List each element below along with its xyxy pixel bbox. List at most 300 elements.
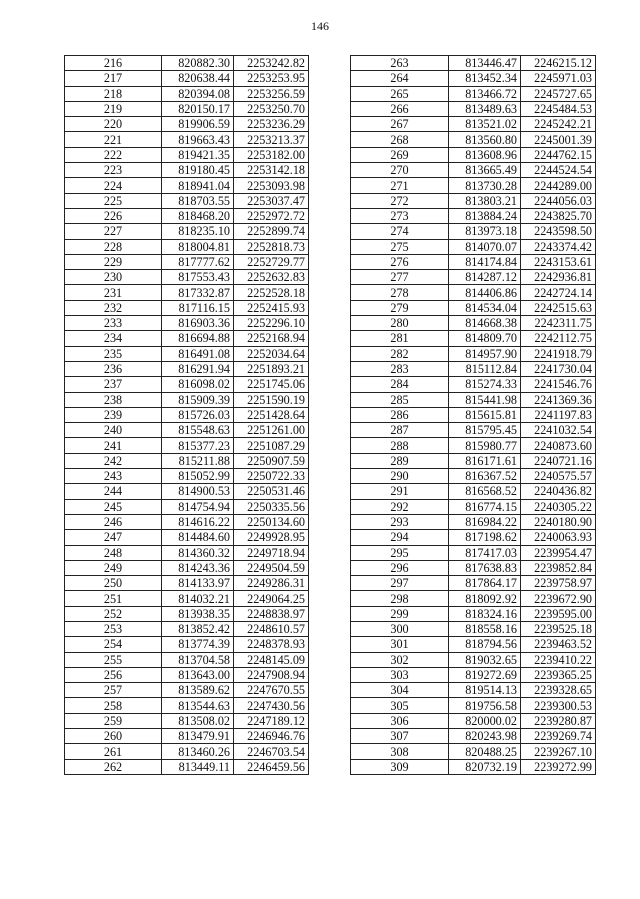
y-coordinate-cell: 2251893.21 (234, 361, 309, 376)
y-coordinate-cell: 2252415.93 (234, 300, 309, 315)
point-number-cell: 301 (351, 637, 449, 652)
y-coordinate-cell: 2239758.97 (521, 576, 596, 591)
y-coordinate-cell: 2253236.29 (234, 117, 309, 132)
y-coordinate-cell: 2239328.65 (521, 683, 596, 698)
y-coordinate-cell: 2246703.54 (234, 744, 309, 759)
point-number-cell: 266 (351, 101, 449, 116)
point-number-cell: 282 (351, 346, 449, 361)
point-number-cell: 279 (351, 300, 449, 315)
table-row (65, 316, 309, 331)
table-row (65, 147, 309, 162)
x-coordinate-cell: 818558.16 (449, 621, 521, 636)
table-row (351, 346, 596, 361)
y-coordinate-cell: 2239852.84 (521, 560, 596, 575)
table-row (351, 254, 596, 269)
x-coordinate-cell: 816367.52 (449, 469, 521, 484)
y-coordinate-cell: 2253213.37 (234, 132, 309, 147)
y-coordinate-cell: 2252034.64 (234, 346, 309, 361)
x-coordinate-cell: 816291.94 (162, 361, 234, 376)
table-row (351, 469, 596, 484)
x-coordinate-cell: 813704.58 (162, 652, 234, 667)
y-coordinate-cell: 2253250.70 (234, 101, 309, 116)
coordinate-table-right (350, 55, 596, 775)
x-coordinate-cell: 814174.84 (449, 254, 521, 269)
y-coordinate-cell: 2240873.60 (521, 438, 596, 453)
y-coordinate-cell: 2239672.90 (521, 591, 596, 606)
table-row (351, 331, 596, 346)
x-coordinate-cell: 819272.69 (449, 667, 521, 682)
x-coordinate-cell: 816984.22 (449, 514, 521, 529)
table-row (65, 132, 309, 147)
table-row (65, 484, 309, 499)
x-coordinate-cell: 813452.34 (449, 71, 521, 86)
table-row (351, 576, 596, 591)
y-coordinate-cell: 2240063.93 (521, 530, 596, 545)
point-number-cell: 242 (65, 453, 162, 468)
y-coordinate-cell: 2251087.29 (234, 438, 309, 453)
point-number-cell: 220 (65, 117, 162, 132)
table-row (65, 331, 309, 346)
x-coordinate-cell: 816171.61 (449, 453, 521, 468)
table-row (65, 101, 309, 116)
point-number-cell: 295 (351, 545, 449, 560)
x-coordinate-cell: 819032.65 (449, 652, 521, 667)
point-number-cell: 277 (351, 270, 449, 285)
point-number-cell: 241 (65, 438, 162, 453)
point-number-cell: 309 (351, 759, 449, 774)
x-coordinate-cell: 819906.59 (162, 117, 234, 132)
y-coordinate-cell: 2247189.12 (234, 713, 309, 728)
x-coordinate-cell: 816568.52 (449, 484, 521, 499)
y-coordinate-cell: 2246459.56 (234, 759, 309, 774)
y-coordinate-cell: 2242515.63 (521, 300, 596, 315)
x-coordinate-cell: 814534.04 (449, 300, 521, 315)
table-row (65, 117, 309, 132)
point-number-cell: 253 (65, 621, 162, 636)
x-coordinate-cell: 813521.02 (449, 117, 521, 132)
table-row (351, 300, 596, 315)
point-number-cell: 305 (351, 698, 449, 713)
point-number-cell: 270 (351, 163, 449, 178)
x-coordinate-cell: 813730.28 (449, 178, 521, 193)
point-number-cell: 228 (65, 239, 162, 254)
y-coordinate-cell: 2239595.00 (521, 606, 596, 621)
point-number-cell: 293 (351, 514, 449, 529)
table-row (65, 178, 309, 193)
y-coordinate-cell: 2253142.18 (234, 163, 309, 178)
point-number-cell: 294 (351, 530, 449, 545)
table-row (65, 453, 309, 468)
point-number-cell: 216 (65, 56, 162, 71)
table-row (65, 683, 309, 698)
y-coordinate-cell: 2252296.10 (234, 316, 309, 331)
table-row (351, 56, 596, 71)
y-coordinate-cell: 2246946.76 (234, 729, 309, 744)
y-coordinate-cell: 2247430.56 (234, 698, 309, 713)
y-coordinate-cell: 2253253.95 (234, 71, 309, 86)
point-number-cell: 233 (65, 316, 162, 331)
y-coordinate-cell: 2242311.75 (521, 316, 596, 331)
y-coordinate-cell: 2252168.94 (234, 331, 309, 346)
y-coordinate-cell: 2240305.22 (521, 499, 596, 514)
y-coordinate-cell: 2239365.25 (521, 667, 596, 682)
table-row (351, 178, 596, 193)
table-row (65, 86, 309, 101)
table-row (65, 621, 309, 636)
y-coordinate-cell: 2239954.47 (521, 545, 596, 560)
table-row (351, 759, 596, 774)
table-row (351, 698, 596, 713)
x-coordinate-cell: 814360.32 (162, 545, 234, 560)
point-number-cell: 224 (65, 178, 162, 193)
x-coordinate-cell: 813665.49 (449, 163, 521, 178)
x-coordinate-cell: 817198.62 (449, 530, 521, 545)
y-coordinate-cell: 2251590.19 (234, 392, 309, 407)
table-row (65, 392, 309, 407)
y-coordinate-cell: 2244289.00 (521, 178, 596, 193)
table-row (65, 729, 309, 744)
table-row (351, 683, 596, 698)
point-number-cell: 221 (65, 132, 162, 147)
table-row (351, 530, 596, 545)
point-number-cell: 237 (65, 377, 162, 392)
x-coordinate-cell: 817638.83 (449, 560, 521, 575)
y-coordinate-cell: 2241197.83 (521, 407, 596, 422)
table-row (65, 254, 309, 269)
table-row (65, 285, 309, 300)
point-number-cell: 268 (351, 132, 449, 147)
point-number-cell: 230 (65, 270, 162, 285)
table-row (351, 193, 596, 208)
x-coordinate-cell: 817332.87 (162, 285, 234, 300)
point-number-cell: 245 (65, 499, 162, 514)
x-coordinate-cell: 818794.56 (449, 637, 521, 652)
point-number-cell: 251 (65, 591, 162, 606)
coordinate-table-left (64, 55, 309, 775)
point-number-cell: 263 (351, 56, 449, 71)
point-number-cell: 299 (351, 606, 449, 621)
y-coordinate-cell: 2252632.83 (234, 270, 309, 285)
table-row (65, 698, 309, 713)
y-coordinate-cell: 2252528.18 (234, 285, 309, 300)
point-number-cell: 219 (65, 101, 162, 116)
y-coordinate-cell: 2251261.00 (234, 423, 309, 438)
table-row (351, 163, 596, 178)
point-number-cell: 265 (351, 86, 449, 101)
point-number-cell: 289 (351, 453, 449, 468)
x-coordinate-cell: 818468.20 (162, 208, 234, 223)
y-coordinate-cell: 2239410.22 (521, 652, 596, 667)
y-coordinate-cell: 2253242.82 (234, 56, 309, 71)
point-number-cell: 298 (351, 591, 449, 606)
x-coordinate-cell: 815274.33 (449, 377, 521, 392)
y-coordinate-cell: 2253256.59 (234, 86, 309, 101)
point-number-cell: 303 (351, 667, 449, 682)
y-coordinate-cell: 2252729.77 (234, 254, 309, 269)
x-coordinate-cell: 816774.15 (449, 499, 521, 514)
x-coordinate-cell: 818092.92 (449, 591, 521, 606)
point-number-cell: 290 (351, 469, 449, 484)
x-coordinate-cell: 815795.45 (449, 423, 521, 438)
table-row (351, 132, 596, 147)
table-row (351, 560, 596, 575)
x-coordinate-cell: 818703.55 (162, 193, 234, 208)
x-coordinate-cell: 814484.60 (162, 530, 234, 545)
y-coordinate-cell: 2246215.12 (521, 56, 596, 71)
x-coordinate-cell: 820000.02 (449, 713, 521, 728)
table-row (351, 606, 596, 621)
x-coordinate-cell: 813460.26 (162, 744, 234, 759)
table-row (351, 423, 596, 438)
point-number-cell: 300 (351, 621, 449, 636)
point-number-cell: 261 (65, 744, 162, 759)
point-number-cell: 260 (65, 729, 162, 744)
y-coordinate-cell: 2239269.74 (521, 729, 596, 744)
y-coordinate-cell: 2239267.10 (521, 744, 596, 759)
x-coordinate-cell: 813446.47 (449, 56, 521, 71)
x-coordinate-cell: 814616.22 (162, 514, 234, 529)
point-number-cell: 232 (65, 300, 162, 315)
point-number-cell: 272 (351, 193, 449, 208)
point-number-cell: 254 (65, 637, 162, 652)
point-number-cell: 227 (65, 224, 162, 239)
point-number-cell: 218 (65, 86, 162, 101)
point-number-cell: 284 (351, 377, 449, 392)
x-coordinate-cell: 819180.45 (162, 163, 234, 178)
point-number-cell: 238 (65, 392, 162, 407)
x-coordinate-cell: 814957.90 (449, 346, 521, 361)
point-number-cell: 264 (351, 71, 449, 86)
x-coordinate-cell: 816491.08 (162, 346, 234, 361)
table-row (65, 591, 309, 606)
point-number-cell: 273 (351, 208, 449, 223)
x-coordinate-cell: 820638.44 (162, 71, 234, 86)
x-coordinate-cell: 813560.80 (449, 132, 521, 147)
y-coordinate-cell: 2250907.59 (234, 453, 309, 468)
table-row (65, 469, 309, 484)
x-coordinate-cell: 813803.21 (449, 193, 521, 208)
table-row (65, 361, 309, 376)
y-coordinate-cell: 2248378.93 (234, 637, 309, 652)
table-row (65, 545, 309, 560)
table-row (65, 438, 309, 453)
table-row (351, 377, 596, 392)
x-coordinate-cell: 820243.98 (449, 729, 521, 744)
y-coordinate-cell: 2239280.87 (521, 713, 596, 728)
x-coordinate-cell: 820882.30 (162, 56, 234, 71)
table-row (351, 101, 596, 116)
x-coordinate-cell: 813589.62 (162, 683, 234, 698)
table-row (65, 224, 309, 239)
point-number-cell: 246 (65, 514, 162, 529)
point-number-cell: 307 (351, 729, 449, 744)
x-coordinate-cell: 813466.72 (449, 86, 521, 101)
y-coordinate-cell: 2243825.70 (521, 208, 596, 223)
table-row (351, 147, 596, 162)
point-number-cell: 286 (351, 407, 449, 422)
point-number-cell: 302 (351, 652, 449, 667)
x-coordinate-cell: 815548.63 (162, 423, 234, 438)
point-number-cell: 280 (351, 316, 449, 331)
x-coordinate-cell: 813938.35 (162, 606, 234, 621)
table-row (65, 270, 309, 285)
point-number-cell: 274 (351, 224, 449, 239)
x-coordinate-cell: 819756.58 (449, 698, 521, 713)
x-coordinate-cell: 818235.10 (162, 224, 234, 239)
point-number-cell: 236 (65, 361, 162, 376)
point-number-cell: 259 (65, 713, 162, 728)
x-coordinate-cell: 817553.43 (162, 270, 234, 285)
point-number-cell: 283 (351, 361, 449, 376)
y-coordinate-cell: 2241730.04 (521, 361, 596, 376)
x-coordinate-cell: 815980.77 (449, 438, 521, 453)
y-coordinate-cell: 2252818.73 (234, 239, 309, 254)
table-row (351, 729, 596, 744)
y-coordinate-cell: 2250722.33 (234, 469, 309, 484)
table-row (351, 392, 596, 407)
y-coordinate-cell: 2241918.79 (521, 346, 596, 361)
y-coordinate-cell: 2241369.36 (521, 392, 596, 407)
table-row (351, 453, 596, 468)
table-row (351, 361, 596, 376)
x-coordinate-cell: 820732.19 (449, 759, 521, 774)
point-number-cell: 248 (65, 545, 162, 560)
x-coordinate-cell: 815615.81 (449, 407, 521, 422)
x-coordinate-cell: 814754.94 (162, 499, 234, 514)
point-number-cell: 304 (351, 683, 449, 698)
y-coordinate-cell: 2249718.94 (234, 545, 309, 560)
point-number-cell: 281 (351, 331, 449, 346)
x-coordinate-cell: 815726.03 (162, 407, 234, 422)
y-coordinate-cell: 2251745.06 (234, 377, 309, 392)
x-coordinate-cell: 815211.88 (162, 453, 234, 468)
table-row (65, 71, 309, 86)
x-coordinate-cell: 814287.12 (449, 270, 521, 285)
table-row (65, 744, 309, 759)
table-row (351, 71, 596, 86)
table-row (65, 560, 309, 575)
table-row (65, 652, 309, 667)
point-number-cell: 239 (65, 407, 162, 422)
point-number-cell: 223 (65, 163, 162, 178)
x-coordinate-cell: 818941.04 (162, 178, 234, 193)
y-coordinate-cell: 2243374.42 (521, 239, 596, 254)
x-coordinate-cell: 814668.38 (449, 316, 521, 331)
x-coordinate-cell: 818324.16 (449, 606, 521, 621)
table-row (351, 224, 596, 239)
table-row (351, 285, 596, 300)
y-coordinate-cell: 2244056.03 (521, 193, 596, 208)
y-coordinate-cell: 2245001.39 (521, 132, 596, 147)
point-number-cell: 243 (65, 469, 162, 484)
point-number-cell: 249 (65, 560, 162, 575)
table-row (65, 346, 309, 361)
x-coordinate-cell: 814809.70 (449, 331, 521, 346)
x-coordinate-cell: 817116.15 (162, 300, 234, 315)
y-coordinate-cell: 2245971.03 (521, 71, 596, 86)
point-number-cell: 262 (65, 759, 162, 774)
x-coordinate-cell: 815377.23 (162, 438, 234, 453)
y-coordinate-cell: 2247670.55 (234, 683, 309, 698)
x-coordinate-cell: 817777.62 (162, 254, 234, 269)
point-number-cell: 269 (351, 147, 449, 162)
x-coordinate-cell: 814406.86 (449, 285, 521, 300)
table-row (65, 377, 309, 392)
x-coordinate-cell: 817417.03 (449, 545, 521, 560)
point-number-cell: 240 (65, 423, 162, 438)
table-row (351, 239, 596, 254)
x-coordinate-cell: 815112.84 (449, 361, 521, 376)
point-number-cell: 225 (65, 193, 162, 208)
table-row (351, 499, 596, 514)
point-number-cell: 271 (351, 178, 449, 193)
point-number-cell: 252 (65, 606, 162, 621)
table-row (65, 576, 309, 591)
y-coordinate-cell: 2252972.72 (234, 208, 309, 223)
x-coordinate-cell: 818004.81 (162, 239, 234, 254)
y-coordinate-cell: 2241032.54 (521, 423, 596, 438)
y-coordinate-cell: 2249504.59 (234, 560, 309, 575)
point-number-cell: 278 (351, 285, 449, 300)
table-row (351, 316, 596, 331)
point-number-cell: 255 (65, 652, 162, 667)
point-number-cell: 296 (351, 560, 449, 575)
table-row (65, 56, 309, 71)
x-coordinate-cell: 813973.18 (449, 224, 521, 239)
point-number-cell: 222 (65, 147, 162, 162)
point-number-cell: 256 (65, 667, 162, 682)
y-coordinate-cell: 2247908.94 (234, 667, 309, 682)
x-coordinate-cell: 815052.99 (162, 469, 234, 484)
table-row (351, 637, 596, 652)
y-coordinate-cell: 2245484.53 (521, 101, 596, 116)
x-coordinate-cell: 819663.43 (162, 132, 234, 147)
table-row (351, 117, 596, 132)
table-row (351, 545, 596, 560)
point-number-cell: 258 (65, 698, 162, 713)
x-coordinate-cell: 813508.02 (162, 713, 234, 728)
point-number-cell: 247 (65, 530, 162, 545)
table-row (351, 514, 596, 529)
point-number-cell: 275 (351, 239, 449, 254)
y-coordinate-cell: 2240180.90 (521, 514, 596, 529)
y-coordinate-cell: 2249928.95 (234, 530, 309, 545)
x-coordinate-cell: 816098.02 (162, 377, 234, 392)
y-coordinate-cell: 2242936.81 (521, 270, 596, 285)
point-number-cell: 226 (65, 208, 162, 223)
point-number-cell: 257 (65, 683, 162, 698)
x-coordinate-cell: 813774.39 (162, 637, 234, 652)
table-row (65, 667, 309, 682)
table-row (351, 208, 596, 223)
x-coordinate-cell: 814070.07 (449, 239, 521, 254)
y-coordinate-cell: 2239525.18 (521, 621, 596, 636)
table-row (65, 193, 309, 208)
x-coordinate-cell: 815909.39 (162, 392, 234, 407)
x-coordinate-cell: 816694.88 (162, 331, 234, 346)
table-row (351, 667, 596, 682)
point-number-cell: 285 (351, 392, 449, 407)
x-coordinate-cell: 813489.63 (449, 101, 521, 116)
x-coordinate-cell: 819421.35 (162, 147, 234, 162)
y-coordinate-cell: 2253182.00 (234, 147, 309, 162)
point-number-cell: 276 (351, 254, 449, 269)
table-row (65, 713, 309, 728)
table-row (65, 499, 309, 514)
y-coordinate-cell: 2250531.46 (234, 484, 309, 499)
x-coordinate-cell: 814900.53 (162, 484, 234, 499)
point-number-cell: 231 (65, 285, 162, 300)
